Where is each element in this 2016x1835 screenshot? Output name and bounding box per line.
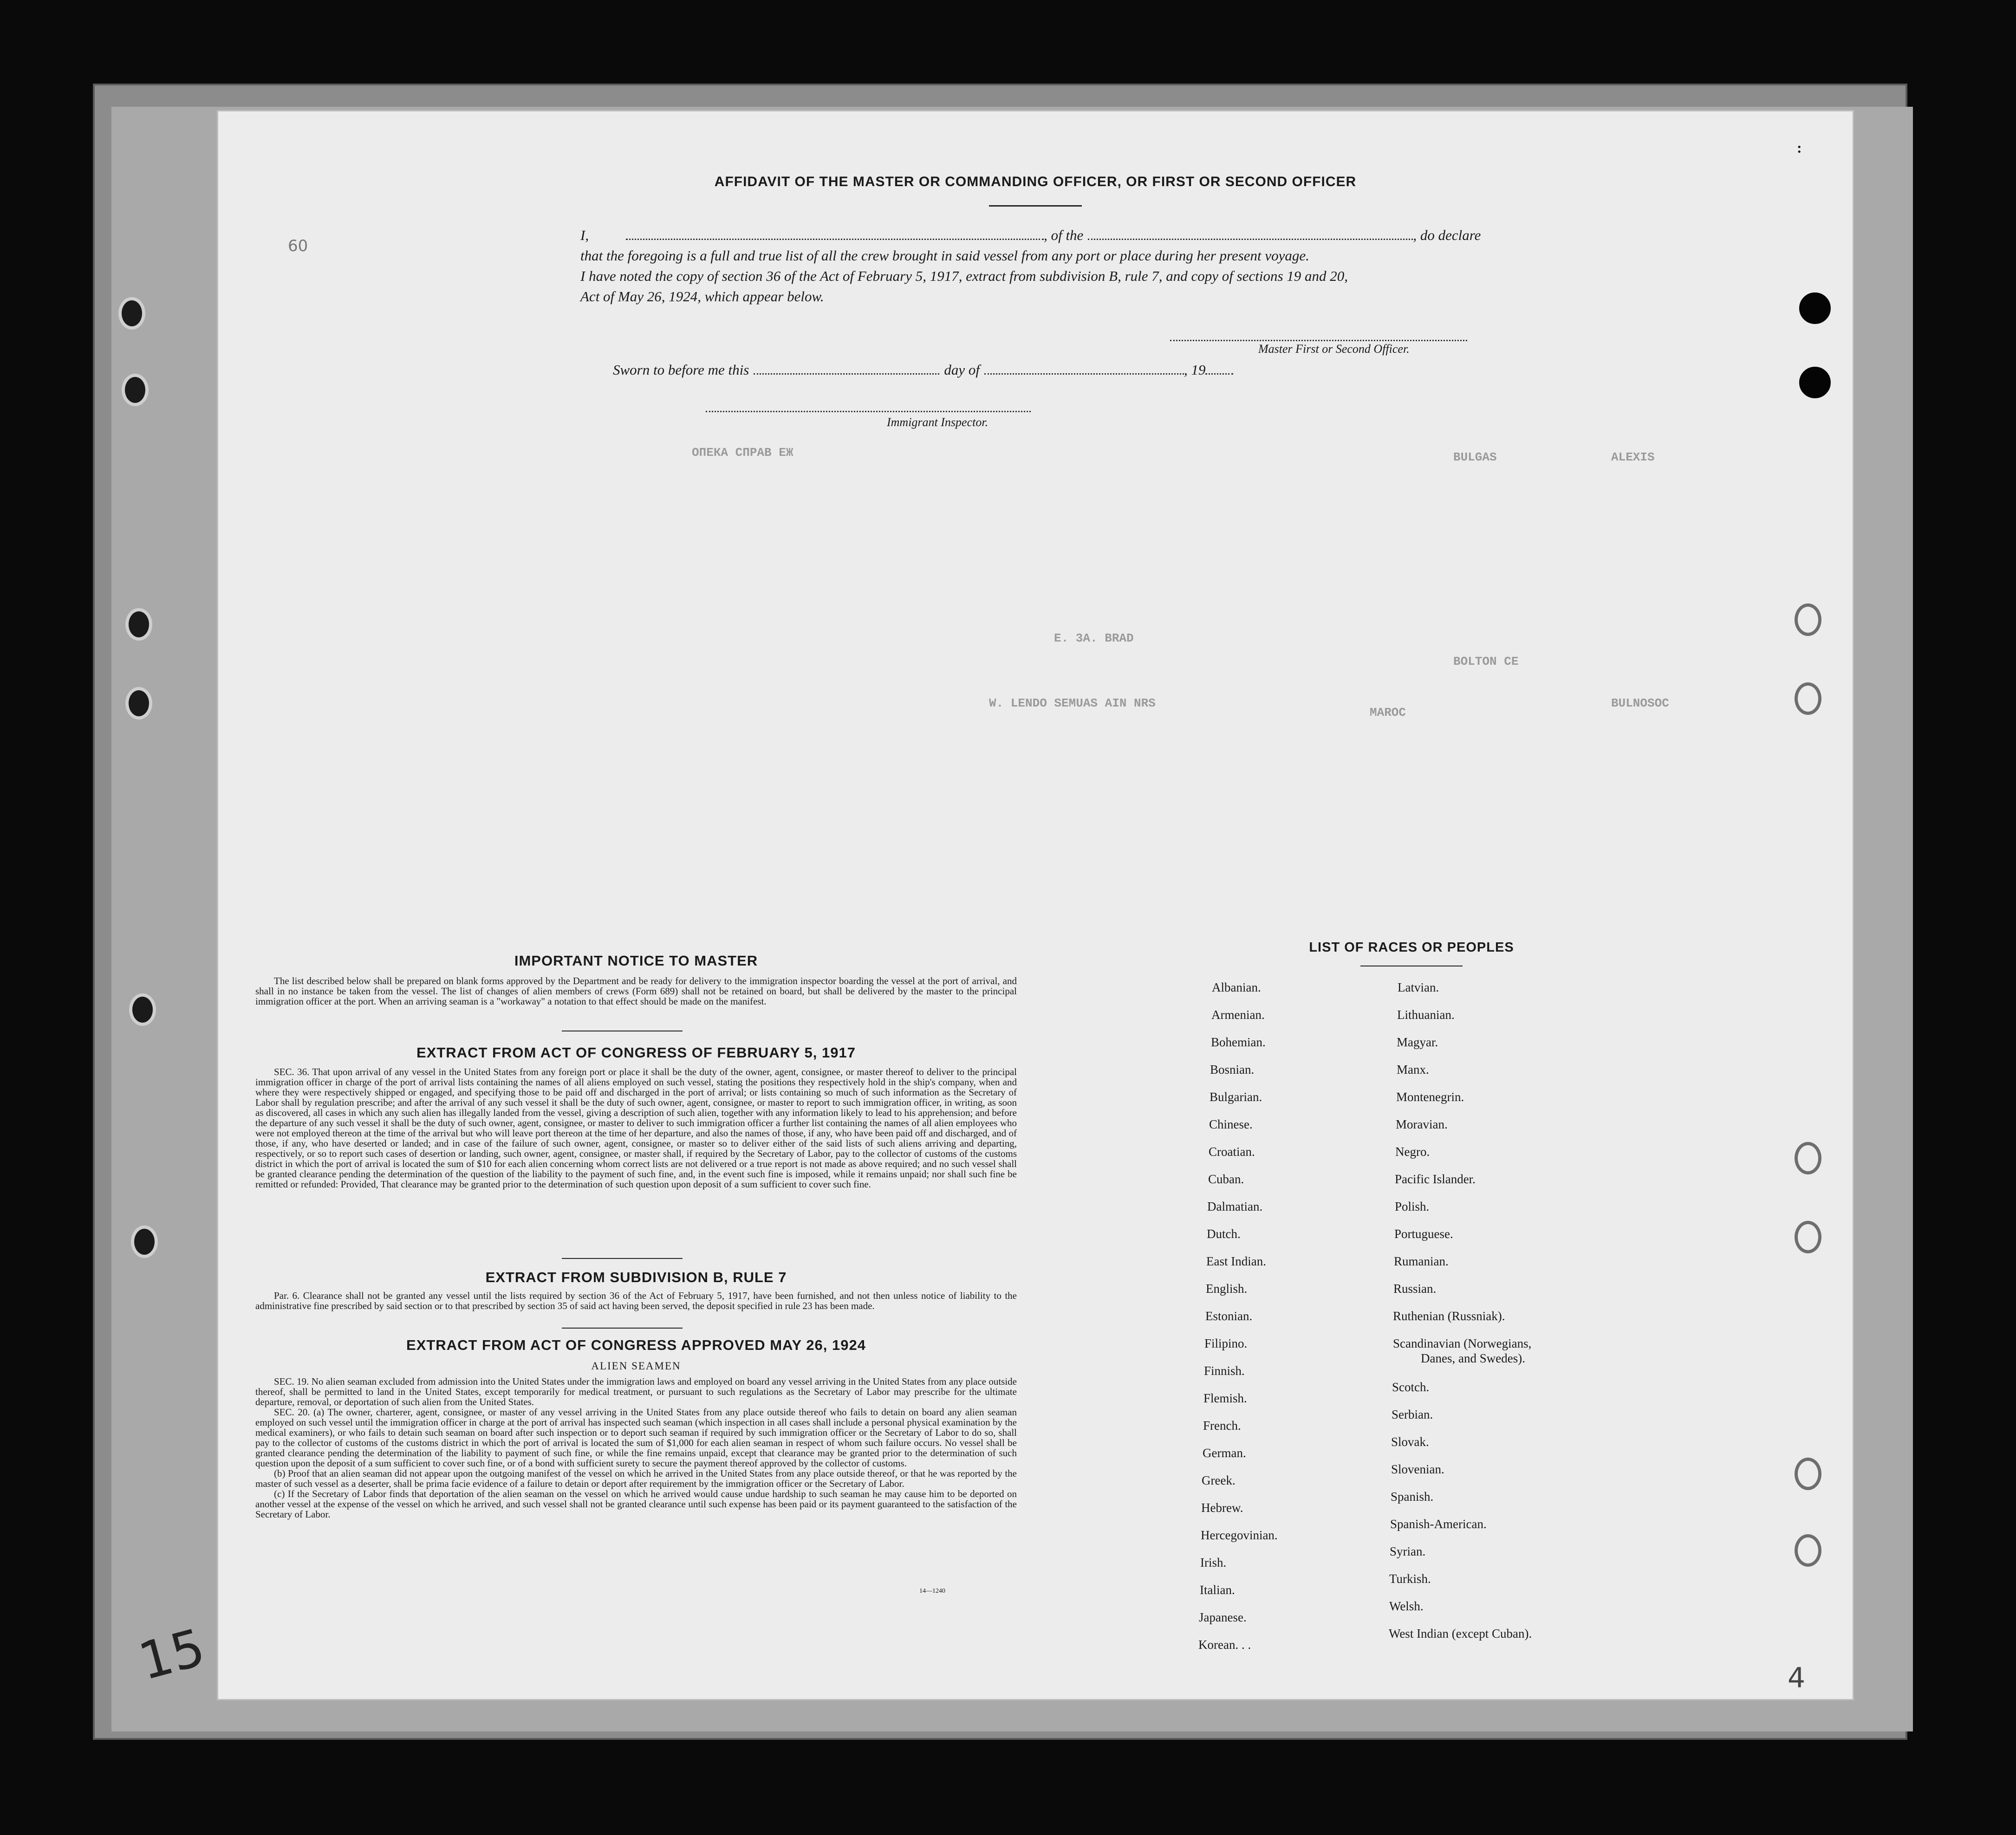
binder-hole <box>118 297 145 330</box>
race-item: Finnish. <box>1204 1364 1245 1378</box>
vessel-field[interactable] <box>1088 234 1413 240</box>
declaration-line <box>580 225 1723 246</box>
race-item: Magyar. <box>1397 1035 1438 1049</box>
extract-1917-title: EXTRACT FROM ACT OF CONGRESS OF FEBRUARY 5, 1917 <box>416 1044 856 1061</box>
declaration-line-2: that the foregoing is a full and true list of all the crew brought in said vessel from any port or place during her present voyage. <box>580 247 1309 264</box>
race-item: Pacific Islander. <box>1395 1172 1476 1186</box>
corner-mark: : <box>1797 139 1802 156</box>
race-item: Hercegovinian. <box>1201 1528 1278 1542</box>
race-item: Moravian. <box>1396 1117 1448 1131</box>
affidavit-body <box>580 225 1723 307</box>
race-item: English. <box>1206 1282 1248 1296</box>
race-item: Slovenian. <box>1391 1462 1444 1476</box>
race-item: Irish. <box>1200 1556 1227 1569</box>
sec19-text: SEC. 19. No alien seaman excluded from admission into the United States under the immigration laws and employed on board any vessel arriving in the United States from any place outside thereof, shall be permitted to land in the United States, except temporarily for medical treatment, or pursuant to such regulations as the Secretary of Labor may prescribe for the ultimate departure, removal, or deportation of such alien from the United States. <box>255 1376 1017 1407</box>
race-item: West Indian (except Cuban). <box>1389 1627 1532 1640</box>
binder-hole <box>131 1225 158 1258</box>
binder-hole <box>1799 367 1831 398</box>
sworn-year-field[interactable] <box>1205 369 1233 375</box>
sworn-day-field[interactable] <box>754 369 939 375</box>
bleed-through-text: E. 3A. BRAD <box>1054 631 1134 645</box>
sworn-line <box>613 360 1233 380</box>
form-number: 14—1240 <box>919 1588 945 1595</box>
page-number-mark: 60 <box>288 237 308 255</box>
race-item: Estonian. <box>1205 1309 1253 1323</box>
bleed-through-text: MAROC <box>1370 706 1406 720</box>
race-item: Welsh. <box>1389 1599 1424 1613</box>
declaration-of-the: , of the <box>1044 227 1084 243</box>
race-item: Spanish-American. <box>1390 1517 1487 1531</box>
sec20b-text: (b) Proof that an alien seaman did not appear upon the outgoing manifest of the vessel on which he arrived in the United States from any place outside thereof, or that he was reported by the master of such vessel as a deserter, shall be prima facie evidence of a failure to detain or deport after requirement by the immigration officer or the Secretary of Labor. <box>255 1468 1017 1489</box>
race-item: Greek. <box>1202 1473 1236 1487</box>
sworn-label: Sworn to before me this <box>613 362 749 378</box>
race-item: Bosnian. <box>1210 1063 1255 1076</box>
inspector-signature-label: Immigrant Inspector. <box>887 415 988 429</box>
race-item: East Indian. <box>1206 1254 1266 1268</box>
declaration-line-4: Act of May 26, 1924, which appear below. <box>580 288 824 305</box>
affidavit-title: AFFIDAVIT OF THE MASTER OR COMMANDING OFFICER, OR FIRST OR SECOND OFFICER <box>714 174 1357 189</box>
race-item: Bohemian. <box>1211 1035 1266 1049</box>
binder-hole <box>125 608 152 641</box>
bleed-through-text: BULNOSOC <box>1611 696 1669 710</box>
race-item: Scandinavian (Norwegians, <box>1393 1336 1532 1350</box>
declaration-i: I, <box>580 227 589 243</box>
race-item: Russian. <box>1393 1282 1437 1296</box>
bleed-through-text: ALEXIS <box>1611 450 1655 464</box>
race-item: German. <box>1203 1446 1246 1460</box>
binder-hole <box>1795 1534 1821 1567</box>
bleed-through-text: BULGAS <box>1453 450 1497 464</box>
extract-1924-body <box>255 1376 1017 1519</box>
race-item: Filipino. <box>1204 1336 1248 1350</box>
binder-hole <box>1795 1142 1821 1174</box>
sec20a-text: SEC. 20. (a) The owner, charterer, agent, consignee, or master of any vessel arriving in the United States from any place outside thereof who fails to detain on board any alien seaman employed on such vessel until the immigration officer in charge at the port of arrival has inspected such seaman (which inspection in all cases shall include a personal physical examination by the medical examiners), or who fails to detain such seaman on board after such inspection or to deport such seaman if required by such immigration officer or the Secretary of Labor to do so, shall pay to the collector of customs of the customs district in which the port of arrival is located the sum of $1,000 for each alien seaman in respect of whom such failure occurs. No vessel shall be granted clearance pending the determination of the liability to payment of such fine, or while the fine remains unpaid, except that clearance may be granted prior to the determination of such question upon the deposit of a sum sufficient to cover such fine, or of a bond with sufficient surety to secure the payment thereof approved by the collector of customs. <box>255 1407 1017 1469</box>
race-item: Spanish. <box>1391 1490 1434 1504</box>
title-rule <box>989 205 1082 207</box>
race-item: Danes, and Swedes). <box>1421 1351 1525 1365</box>
binder-hole <box>122 374 149 406</box>
binder-hole <box>125 687 152 720</box>
notice-title: IMPORTANT NOTICE TO MASTER <box>514 953 758 969</box>
race-item: Lithuanian. <box>1397 1008 1455 1022</box>
section-rule <box>562 1258 683 1259</box>
race-item: Negro. <box>1395 1145 1430 1159</box>
rule7-title: EXTRACT FROM SUBDIVISION B, RULE 7 <box>485 1269 787 1285</box>
binder-hole <box>1795 1221 1821 1253</box>
name-field[interactable] <box>626 234 1044 240</box>
race-item: Manx. <box>1397 1063 1429 1076</box>
corner-handwritten-mark: 4 <box>1788 1662 1806 1694</box>
race-item: Italian. <box>1200 1583 1235 1597</box>
bleed-through-text: BOLTON CE <box>1453 655 1519 668</box>
race-item: Flemish. <box>1203 1391 1247 1405</box>
form-page <box>218 111 1853 1699</box>
declaration-do-declare: , do declare <box>1413 227 1481 243</box>
race-item: Ruthenian (Russniak). <box>1393 1309 1505 1323</box>
bleed-through-text: ОПЕКА СПРАВ ЕЖ <box>692 446 793 460</box>
race-item: Korean. . . <box>1198 1638 1251 1652</box>
extract-1924-title: EXTRACT FROM ACT OF CONGRESS APPROVED MAY 26, 1924 <box>406 1337 866 1353</box>
race-item: Hebrew. <box>1201 1501 1243 1515</box>
race-item: Montenegrin. <box>1396 1090 1464 1104</box>
extract-1917-body: SEC. 36. That upon arrival of any vessel in the United States from any foreign port or place it shall be the duty of the owner, agent, consignee, or master thereof to deliver to the principal immigration officer in charge of the port of arrival lists containing the names of all aliens employed on such vessel, stating the positions they respectively hold in the ship's company, when and where they were respectively shipped or engaged, and specifying those to be paid off and discharged in the port of arrival; or lists containing so much of such information as the Secretary of Labor shall by regulation prescribe; and after the arrival of any such vessel it shall be the duty of such owner, agent, consignee, or master to report to such immigration officer, in writing, as soon as discovered, all cases in which any such alien has illegally landed from the vessel, giving a description of such alien, together with any information likely to lead to his apprehension; and before the departure of any such vessel it shall be the duty of such owner, agent, consignee, or master to deliver to such immigration officer a further list containing the names of all alien employees who were not employed thereon at the time of the arrival but who will leave port thereon at the time of her departure, and also the names of those, if any, who have been paid off and discharged, and of those, if any, who have deserted or landed; and in case of the failure of such owner, agent, consignee, or master so to deliver either of the said lists of such aliens arriving and departing, respectively, or so to report such cases of desertion or landing, such owner, agent, consignee, or master shall, if required by the Secretary of Labor, pay to the collector of customs of the customs district in which the port of arrival is located the sum of $10 for each alien concerning whom correct lists are not delivered or a true report is not made as above required; and no such vessel shall be granted clearance pending the determination of the question of the liability to the payment of such fine, and, in the event such fine is imposed, while it remains unpaid; nor shall such fine be remitted or refunded: Provided, That clearance may be granted prior to the determination of such question upon deposit of a sum sufficient to cover such fine. <box>255 1066 1017 1190</box>
race-item: Polish. <box>1395 1200 1430 1213</box>
extract-1924-subtitle: ALIEN SEAMEN <box>591 1360 681 1372</box>
rule7-body: Par. 6. Clearance shall not be granted any vessel until the lists required by section 36 of the Act of February 5, 1917, have been furnished, and not then unless notice of liability to the administrative fine prescribed by said section or to that prescribed by section 35 of said act having been served, the deposit specified in rule 23 has been made. <box>255 1290 1017 1311</box>
race-item: Chinese. <box>1209 1117 1253 1131</box>
sworn-year: , 19 <box>1184 362 1206 378</box>
race-item: Slovak. <box>1391 1435 1429 1449</box>
race-item: Armenian. <box>1211 1008 1265 1022</box>
binder-hole <box>1795 603 1821 636</box>
binder-hole <box>1799 292 1831 324</box>
race-item: Turkish. <box>1389 1572 1431 1586</box>
binder-hole <box>1795 682 1821 715</box>
race-item: Portuguese. <box>1394 1227 1453 1241</box>
sec20c-text: (c) If the Secretary of Labor finds that deportation of the alien seaman on the vessel on which he arrived would cause undue hardship to such seaman he may cause him to be deported on another vessel at the expense of the vessel on which he arrived, and such vessel shall not be granted clearance until such expense has been paid or its payment guaranteed to the satisfaction of the Secretary of Labor. <box>255 1488 1017 1520</box>
race-item: Croatian. <box>1209 1145 1255 1159</box>
race-item: Latvian. <box>1398 980 1439 994</box>
race-item: Rumanian. <box>1394 1254 1449 1268</box>
race-item: Dutch. <box>1207 1227 1241 1241</box>
binder-hole <box>129 993 156 1026</box>
master-signature-label: Master First or Second Officer. <box>1258 342 1410 356</box>
race-item: Scotch. <box>1392 1380 1430 1394</box>
section-rule <box>562 1328 683 1329</box>
bleed-through-text: W. LENDO SEMUAS AIN NRS <box>989 696 1156 710</box>
races-title: LIST OF RACES OR PEOPLES <box>1309 940 1514 955</box>
notice-body: The list described below shall be prepared on blank forms approved by the Department and be ready for delivery to the immigration inspector boarding the vessel at the port of arrival, and shall in no instance be taken from the vessel. The list of changes of alien members of crews (Form 689) shall not be retained on board, but shall be delivered by the master to the principal immigration officer at the port. When an arriving seaman is a "workaway" a notation to that effect should be made on the manifest. <box>255 975 1017 1007</box>
race-item: Serbian. <box>1392 1407 1433 1421</box>
race-item: Syrian. <box>1390 1544 1426 1558</box>
margin-handwritten-number: 15 <box>132 1617 211 1692</box>
race-item: Bulgarian. <box>1210 1090 1262 1104</box>
race-item: French. <box>1203 1419 1241 1433</box>
race-item: Cuban. <box>1208 1172 1244 1186</box>
declaration-line-3: I have noted the copy of section 36 of the Act of February 5, 1917, extract from subdivision B, rule 7, and copy of sections 19 and 20, <box>580 268 1348 284</box>
race-item: Albanian. <box>1212 980 1261 994</box>
sworn-month-field[interactable] <box>984 369 1184 375</box>
sworn-day-of: day of <box>944 362 980 378</box>
binder-hole <box>1795 1458 1821 1490</box>
race-item: Japanese. <box>1199 1610 1247 1624</box>
race-item: Dalmatian. <box>1207 1200 1263 1213</box>
